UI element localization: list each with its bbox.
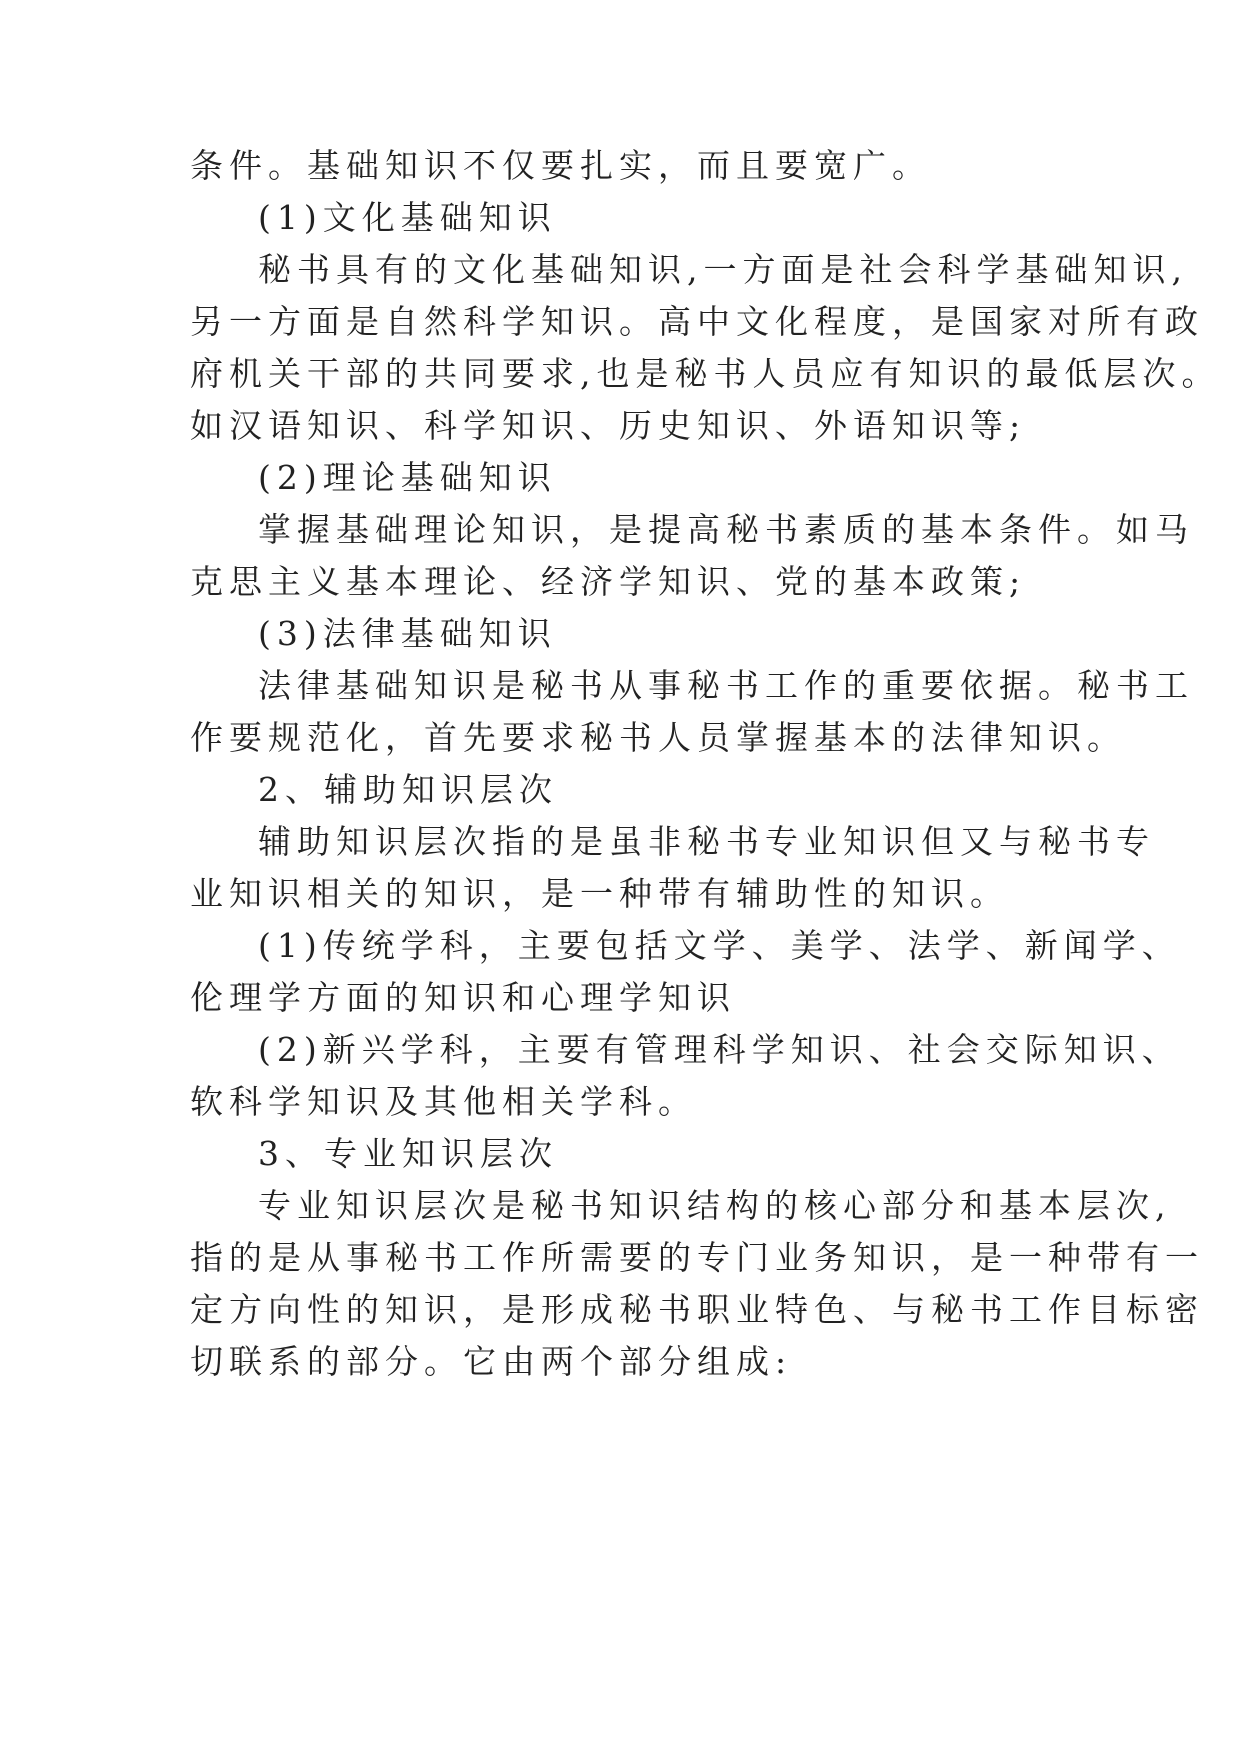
body-text-line: 软科学知识及其他相关学科。 bbox=[190, 1082, 697, 1121]
body-text-line: 掌握基础理论知识，是提高秘书素质的基本条件。如马 bbox=[258, 510, 1194, 549]
body-text-line: 定方向性的知识，是形成秘书职业特色、与秘书工作目标密 bbox=[190, 1290, 1204, 1329]
body-text-line: (2)新兴学科，主要有管理科学知识、社会交际知识、 bbox=[258, 1030, 1181, 1069]
body-text-line: 业知识相关的知识，是一种带有辅助性的知识。 bbox=[190, 874, 1009, 913]
body-text-line: 专业知识层次是秘书知识结构的核心部分和基本层次, bbox=[258, 1186, 1172, 1225]
body-text-line: 秘书具有的文化基础知识,一方面是社会科学基础知识, bbox=[258, 250, 1188, 289]
body-text-line: 法律基础知识是秘书从事秘书工作的重要依据。秘书工 bbox=[258, 666, 1194, 705]
section-heading: 2、辅助知识层次 bbox=[258, 770, 558, 809]
body-text-line: 府机关干部的共同要求,也是秘书人员应有知识的最低层次。 bbox=[190, 354, 1221, 393]
body-text-line: 条件。基础知识不仅要扎实，而且要宽广。 bbox=[190, 146, 931, 185]
section-heading: (3)法律基础知识 bbox=[258, 614, 557, 653]
body-text-line: 伦理学方面的知识和心理学知识 bbox=[190, 978, 736, 1017]
body-text-line: 另一方面是自然科学知识。高中文化程度，是国家对所有政 bbox=[190, 302, 1204, 341]
section-heading: 3、专业知识层次 bbox=[258, 1134, 558, 1173]
section-heading: (1)文化基础知识 bbox=[258, 198, 557, 237]
body-text-line: 作要规范化，首先要求秘书人员掌握基本的法律知识。 bbox=[190, 718, 1126, 757]
body-text-line: 辅助知识层次指的是虽非秘书专业知识但又与秘书专 bbox=[258, 822, 1155, 861]
body-text-line: 克思主义基本理论、经济学知识、党的基本政策; bbox=[190, 562, 1027, 601]
section-heading: (2)理论基础知识 bbox=[258, 458, 557, 497]
body-text-line: 指的是从事秘书工作所需要的专门业务知识，是一种带有一 bbox=[190, 1238, 1204, 1277]
body-text-line: 如汉语知识、科学知识、历史知识、外语知识等; bbox=[190, 406, 1027, 445]
body-text-line: (1)传统学科，主要包括文学、美学、法学、新闻学、 bbox=[258, 926, 1181, 965]
body-text-line: 切联系的部分。它由两个部分组成: bbox=[190, 1342, 793, 1381]
